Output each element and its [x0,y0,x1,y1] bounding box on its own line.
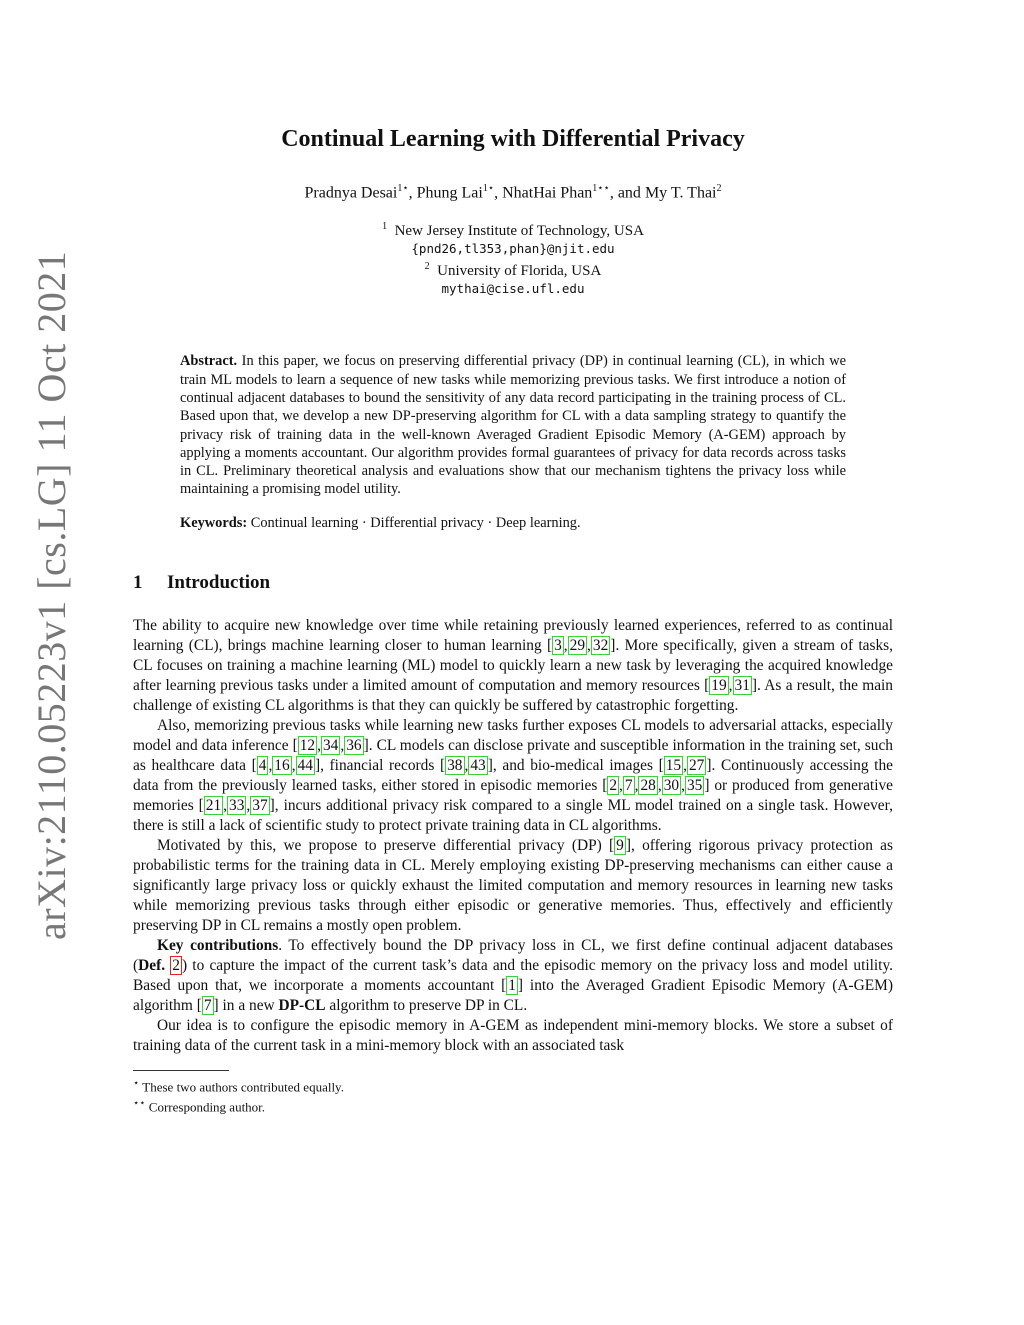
footnote-divider [133,1070,229,1071]
citation-link[interactable]: 12 [299,736,316,754]
paragraph-text: . More specifically, given a stream of tasks, CL focuses on training a machine learning (ML) model to quickly learn a new task by leveraging the acquired knowledge after learning previous tasks under a limited amount of computation and memory resources [133,636,893,694]
affiliation-name: University of Florida, USA [437,263,602,280]
citation-link[interactable]: 16 [274,756,290,774]
footnotes [133,1075,893,1116]
footnote-mark: ⋆⋆ [133,1098,146,1110]
citation-link[interactable]: 43 [470,756,486,774]
author-mark: 2 [716,183,722,194]
citation-link[interactable]: 44 [297,756,313,774]
keywords-label: Keywords: [180,514,248,531]
paragraph-text: Motivated by this, we propose to preserve differential privacy (DP) [157,836,610,854]
citation-link[interactable]: 34 [322,736,339,754]
paragraph-text: into the Averaged Gradient Episodic Memory (A-GEM) algorithm [133,976,893,1014]
paragraph-text: ) to capture the impact of the current task’s data and the episodic memory on the privacy loss and model utility. Based upon that, we incorporate a moments accountant [133,956,893,994]
author-mark: 1⋆ [482,183,495,194]
citation-link[interactable]: 36 [346,736,362,754]
paragraph-text: , offering rigorous privacy protection as probabilistic terms for the training data in CL. Merely employing existing DP-preserving mechanisms can either cause a significantly large privacy loss or quickly exhaust the limited computation and memory resources in learning new tasks while memorizing previous tasks through either episodic or generative memories. Thus, effectively and efficiently preserving DP in CL remains a mostly open problem. [133,836,893,934]
paragraph: Key contributions. To effectively bound the DP privacy loss in CL, we first define continual adjacent databases (Def. 2 ) to capture the impact of the current task’s data and the episodic memory on the privacy loss and model utility. Based upon that, we incorporate a moments accountant [ 1 ] into the Averaged Gradient Episodic Memory (A-GEM) algorithm [ 7 ] in a new DP-CL algorithm to preserve DP in CL. [133,936,893,1014]
paragraph-text: . To effectively bound the DP privacy loss in CL, we first define continual adjacent databases ( [133,936,893,974]
citation-link[interactable]: 37 [252,796,268,814]
paragraph-text: or produced from generative memories [133,776,893,814]
author-mark: 1⋆ [397,183,409,194]
author-name: NhatHai Phan [502,184,593,202]
author-list: Pradnya Desai$^{1⋆}$, Phung Lai$^{1⋆}$, NhatHai Phan$^{1⋆⋆}$, and My T. Thai$^2$ [304,183,722,202]
citation-link[interactable]: 38 [447,756,463,774]
paper-title: Continual Learning with Differential Privacy [281,126,745,152]
citation-link[interactable]: 35 [686,776,703,794]
footnote-text: These two authors contributed equally. [142,1079,344,1095]
paragraph-text: in a new [218,996,279,1014]
paragraph-text: Also, memorizing previous tasks while learning new tasks further exposes CL models to adversarial attacks, especially model and data inference [133,716,893,754]
author-name: My T. Thai [644,184,717,202]
affiliation-number: 2 [424,261,430,273]
paragraph-text: , financial records [320,756,440,774]
footnote-text: Corresponding author. [148,1099,266,1115]
paragraph: The ability to acquire new knowledge over time while retaining previously learned experiences, referred to as continual learning (CL), brings machine learning closer to human learning [ 3 , 29 , 32 ]. More specifically, given a stream of tasks, CL focuses on training a machine learning (ML) model to quickly learn a new task by leveraging the acquired knowledge after learning previous tasks under a limited amount of computation and memory resources [ 19 , 31 ]. As a result, the main challenge of existing CL algorithms is that they can quickly be suffered by catastrophic forgetting. [133,616,893,714]
affiliation-name: New Jersey Institute of Technology, USA [394,223,644,240]
paragraph-lead: Key contributions [157,936,279,954]
paragraph [133,1016,893,1056]
footnote [133,1095,893,1115]
definition-link[interactable]: 2 [172,956,180,974]
author-name: Phung Lai [416,184,483,202]
citation-link[interactable]: 30 [663,776,680,794]
paragraph-text: , and bio-medical images [492,756,659,774]
paragraph: Motivated by this, we propose to preserve differential privacy (DP) [ 9 ], offering rigorous privacy protection as probabilistic terms for the training data in CL. Merely employing existing DP-preserving mechanisms can either cause a significantly large privacy loss or quickly exhaust the limited computation and memory resources in learning new tasks while memorizing previous tasks through either episodic or generative memories. Thus, effectively and efficiently preserving DP in CL remains a mostly open problem. [133,836,893,934]
citation-link[interactable]: 21 [205,796,222,814]
citation-link[interactable]: 7 [203,996,212,1014]
footnote-mark: ⋆ [133,1077,140,1089]
affiliations [133,218,893,298]
citation-link[interactable]: 4 [258,756,267,774]
citation-link[interactable]: 1 [508,976,516,994]
keywords [180,515,846,532]
section-number: 1 [133,571,143,593]
author-mark: 1⋆⋆ [592,183,610,194]
definition-label: Def. [138,956,166,974]
paragraph-text: , incurs additional privacy risk compared to a single ML model trained on a single task. However, there is still a lack of scientific study to protect private training data in CL algorithms. [133,796,893,834]
introduction-body [133,616,893,1056]
paragraph-text: . CL models can disclose private and susceptible information in the training set, such as healthcare data [133,736,893,774]
paper-page [133,0,893,1115]
algorithm-name: DP-CL [278,996,326,1014]
citation-link[interactable]: 15 [665,756,682,774]
paragraph-text: The ability to acquire new knowledge over time while retaining previously learned experiences, referred to as continual learning (CL), brings machine learning closer to human learning [133,616,893,654]
citation-link[interactable]: 31 [734,676,750,694]
abstract-label: Abstract. [180,353,238,370]
citation-link[interactable]: 32 [592,636,609,654]
citation-link[interactable]: 33 [229,796,245,814]
citation-link[interactable]: 28 [640,776,656,794]
citation-link[interactable]: 7 [624,776,633,794]
paragraph-text: algorithm to preserve DP in CL. [325,996,528,1014]
paragraph-text: Our idea is to configure the episodic memory in A-GEM as independent mini-memory blocks. We store a subset of training data of the current task in a mini-memory block with an associated task [133,1016,893,1054]
affiliation-email[interactable]: {pnd26,tl353,phan}@njit.edu [411,241,615,257]
affiliation-number: 1 [382,221,388,233]
paragraph-text: . Continuously accessing the data from the previously learned tasks, either stored in episodic memories [133,756,893,794]
abstract-text: In this paper, we focus on preserving differential privacy (DP) in continual learning (CL), in which we train ML models to learn a sequence of new tasks while memorizing previous tasks. We first introduce a notion of continual adjacent databases to bound the sensitivity of any data record participating in the training process of CL. Based upon that, we develop a new DP-preserving algorithm for CL with a data sampling strategy to quantify the privacy risk of training data in the well-known Averaged Gradient Episodic Memory (A-GEM) approach by applying a moments accountant. Our algorithm provides formal guarantees of privacy for data records across tasks in CL. Preliminary theoretical analysis and evaluations show that our mechanism tightens the privacy loss while maintaining a promising model utility. [180,353,846,498]
keywords-text: Continual learning · Differential privacy · Deep learning. [250,514,581,531]
citation-link[interactable]: 2 [609,776,618,794]
arxiv-identifier: arXiv:2110.05223v1 [cs.LG] 11 Oct 2021 [29,250,74,940]
footnote [133,1075,893,1095]
section-title: Introduction [167,571,271,593]
section-heading [133,572,893,594]
citation-link[interactable]: 19 [711,676,727,694]
affiliation-email[interactable]: mythai@cise.ufl.edu [441,281,585,297]
citation-link[interactable]: 9 [616,836,624,854]
citation-link[interactable]: 27 [688,756,705,774]
paragraph-text: . As a result, the main challenge of existing CL algorithms is that they can quickly be suffered by catastrophic forgetting. [133,676,893,714]
abstract [180,352,846,498]
citation-link[interactable]: 29 [569,636,586,654]
citation-link[interactable]: 3 [554,636,562,654]
author-name: Pradnya Desai [304,184,398,202]
paragraph: Also, memorizing previous tasks while learning new tasks further exposes CL models to adversarial attacks, especially model and data inference [ 12 , 34 , 36 ]. CL models can disclose private and susceptible information in the training set, such as healthcare data [ 4 , 16 , 44 ], financial records [ 38 , 43 ], and bio-medical images [ 15 , 27 ]. Continuously accessing the data from the previously learned tasks, either stored in episodic memories [ 2 , 7 , 28 , 30 , 35 ] or produced from generative memories [ 21 , 33 , 37 ], incurs additional privacy risk compared to a single ML model trained on a single task. However, there is still a lack of scientific study to protect private training data in CL algorithms. [133,716,893,834]
